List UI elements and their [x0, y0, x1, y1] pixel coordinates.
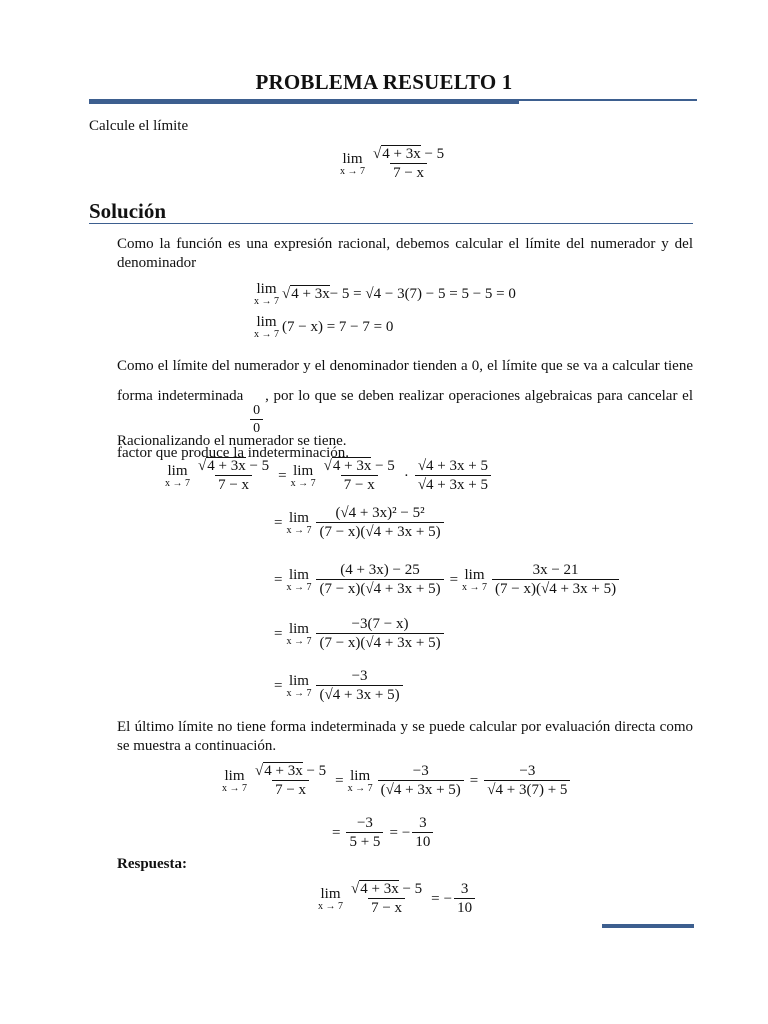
- paragraph-evaluation: El último límite no tiene forma indeterminada y se puede calcular por evaluación directa como se muestra a continuación.: [117, 719, 693, 754]
- numerator-limit-equation: lim x → 7 √ 4 + 3x − 5 = √4 − 3(7) − 5 = 5 − 5 = 0: [254, 281, 516, 307]
- rationalize-step-4: = lim x → 7 $\frac{-3(7 - x)}{(7 - x)(√4 + 3x + 5)}$: [270, 616, 446, 652]
- paragraph-indeterminate: Como el límite del numerador y el denominador tienden a 0, el límite que se va a calcular tiene forma indeterminada $\frac{0}{0}$ , por lo que se deben realizar operaciones algebraicas para cancelar el factor que produce la indeterminación.: [117, 358, 693, 461]
- paragraph-rationalize: Racionalizando el numerador se tiene.: [117, 433, 347, 449]
- rationalize-step-1: lim x → 7 $\frac{√4 + 3x - 5}{7 - x}$ = lim x → 7 $\frac{√4 + 3x - 5}{7 - x}$ · $\frac{√4 + 3x + 5}{√4 + 3x + 5}$: [165, 458, 493, 494]
- page-title: PROBLEMA RESUELTO 1: [255, 70, 513, 94]
- denominator-limit-equation: lim x → 7 (7 − x) = 7 − 7 = 0: [254, 314, 394, 340]
- problem-equation: lim x → 7 $\frac{√4 + 3x - 5}{7 - x}$: [340, 146, 445, 181]
- page-end-rule: [602, 924, 694, 928]
- rationalize-step-5: = lim x → 7 $\frac{-3}{(√4 + 3x + 5)}$: [270, 668, 405, 704]
- title-rule-accent: [89, 99, 519, 104]
- evaluation-step-1: lim x → 7 $\frac{√4 + 3x - 5}{7 - x}$ = lim x → 7 $\frac{-3}{(√4 + 3x + 5)}$ = $\frac{-3}{√4 + 3(7) + 5}$: [222, 763, 572, 799]
- rationalize-step-3: = lim x → 7 $\frac{(4 + 3x) - 25}{(7 - x)(√4 + 3x + 5)}$ = lim x → 7 $\frac{3x - 21}{(7 - x)(√4 + 3x + 5)}$: [270, 562, 621, 598]
- evaluation-step-2: = $\frac{-3}{5 + 5}$ = − $\frac{3}{10}$: [328, 815, 435, 851]
- problem-prompt: Calcule el límite: [89, 118, 189, 134]
- answer-equation: lim x → 7 $\frac{√4 + 3x - 5}{7 - x}$ = − $\frac{3}{10}$: [318, 881, 477, 917]
- section-heading: Solución: [89, 199, 167, 223]
- section-rule: [89, 223, 693, 224]
- rationalize-step-2: = lim x → 7 $\frac{\text{(√4 + 3x)² − 5²}}{(7 - x)(√4 + 3x + 5)}$: [270, 505, 446, 541]
- answer-label: Respuesta:: [117, 856, 187, 872]
- paragraph-intro: Como la función es una expresión racional, debemos calcular el límite del numerador y del denominador: [117, 236, 693, 271]
